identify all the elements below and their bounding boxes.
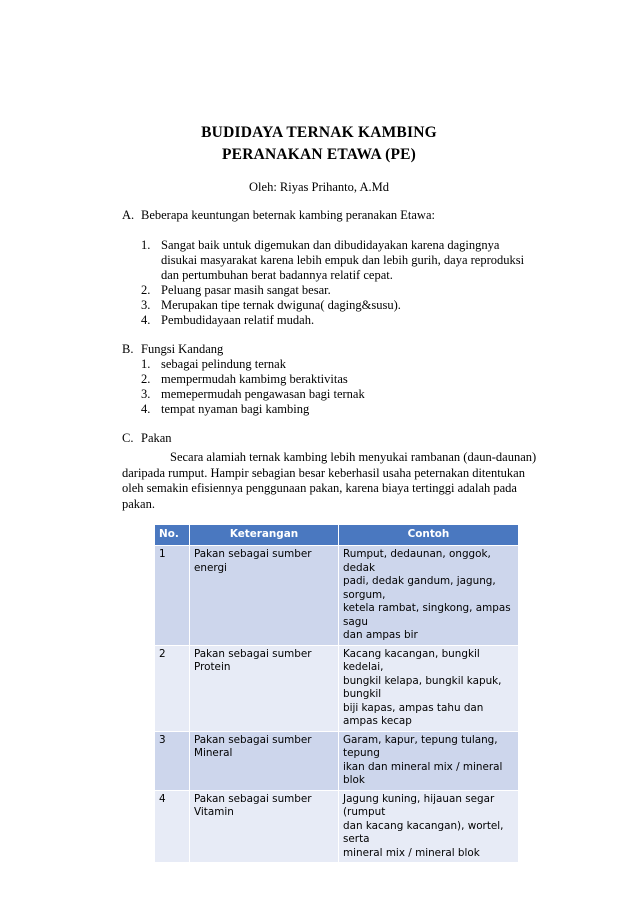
contoh-line: dan ampas bir: [343, 629, 418, 641]
section-a-item-number: 3.: [141, 298, 151, 312]
section-b-item-text: tempat nyaman bagi kambing: [161, 402, 310, 416]
table-cell-keterangan: Pakan sebagai sumber Vitamin: [190, 790, 339, 862]
contoh-line: Jagung kuning, hijauan segar (rumput: [343, 792, 495, 818]
table-cell-contoh: [339, 645, 519, 731]
section-a-label: A.: [122, 208, 135, 222]
table-cell-no: 4: [155, 790, 190, 862]
table-cell-contoh: [339, 546, 519, 646]
table-header-keterangan: Keterangan: [190, 525, 339, 546]
section-b-item-text: mempermudah kambimg beraktivitas: [161, 372, 348, 386]
contoh-line: biji kapas, ampas tahu dan ampas kecap: [343, 701, 484, 727]
section-a-item-number: 4.: [141, 313, 151, 327]
feed-table: [155, 525, 519, 862]
section-a-heading: Beberapa keuntungan beternak kambing peranakan Etawa:: [141, 208, 435, 222]
section-a-item-text: dan pertumbuhan berat badannya relatif cepat.: [161, 268, 393, 282]
table-row: [155, 546, 519, 646]
section-b-heading: Fungsi Kandang: [141, 342, 224, 356]
paragraph-line: pakan.: [122, 496, 155, 511]
section-a-item-number: 1.: [141, 238, 151, 252]
section-a-item-text: Pembudidayaan relatif mudah.: [161, 313, 315, 327]
table-cell-contoh: [339, 790, 519, 862]
document-title-line1: BUDIDAYA TERNAK KAMBING: [201, 124, 437, 141]
section-c-paragraph: [122, 450, 562, 512]
section-a-item-text: Peluang pasar masih sangat besar.: [161, 283, 331, 297]
section-b-item-number: 4.: [141, 402, 151, 416]
section-c-label: C.: [122, 431, 134, 445]
contoh-line: bungkil kelapa, bungkil kapuk, bungkil: [343, 674, 502, 700]
table-header-row: [155, 525, 519, 546]
table-row: [155, 731, 519, 790]
document-author: Oleh: Riyas Prihanto, A.Md: [249, 180, 389, 194]
table-header-contoh: Contoh: [339, 525, 519, 546]
table-cell-contoh: [339, 731, 519, 790]
contoh-line: Kacang kacangan, bungkil kedelai,: [343, 647, 480, 673]
table-row: [155, 645, 519, 731]
contoh-line: ketela rambat, singkong, ampas sagu: [343, 602, 511, 628]
contoh-line: mineral mix / mineral blok: [343, 846, 480, 859]
contoh-line: Rumput, dedaunan, onggok, dedak: [343, 548, 491, 574]
contoh-line: Garam, kapur, tepung tulang, tepung: [343, 733, 498, 759]
table-cell-keterangan: Pakan sebagai sumber Protein: [190, 645, 339, 731]
section-a-item-text: Sangat baik untuk digemukan dan dibudidayakan karena dagingnya: [161, 238, 500, 252]
table-header-no: No.: [155, 525, 190, 546]
table-cell-no: 3: [155, 731, 190, 790]
section-a-item-number: 2.: [141, 283, 151, 297]
table-row: [155, 790, 519, 862]
section-b-item-number: 2.: [141, 372, 151, 386]
contoh-line: padi, dedak gandum, jagung, sorgum,: [343, 575, 496, 601]
section-c-heading: Pakan: [141, 431, 172, 445]
table-cell-keterangan: Pakan sebagai sumber Mineral: [190, 731, 339, 790]
table-cell-keterangan: Pakan sebagai sumber energi: [190, 546, 339, 646]
section-b-item-text: memepermudah pengawasan bagi ternak: [161, 387, 365, 401]
contoh-line: ikan dan mineral mix / mineral blok: [343, 760, 503, 786]
section-a-item-text: disukai masyarakat karena lebih empuk dan lebih gurih, daya reproduksi: [161, 253, 525, 267]
paragraph-line: daripada rumput. Hampir sebagian besar keberhasil usaha peternakan ditentukan: [122, 465, 525, 480]
paragraph-line: oleh semakin efisiennya penggunaan pakan, karena biaya tertinggi adalah pada: [122, 481, 517, 495]
table-cell-no: 1: [155, 546, 190, 646]
contoh-line: dan kacang kacangan), wortel, serta: [343, 819, 504, 845]
document-title-line2: PERANAKAN ETAWA (PE): [221, 146, 417, 163]
paragraph-line: Secara alamiah ternak kambing lebih menyukai rambanan (daun-daunan): [170, 450, 537, 464]
table-cell-no: 2: [155, 645, 190, 731]
section-b-item-text: sebagai pelindung ternak: [161, 357, 286, 371]
section-b-item-number: 3.: [141, 387, 151, 401]
section-b-item-number: 1.: [141, 357, 151, 371]
section-a-item-text: Merupakan tipe ternak dwiguna( daging&susu).: [161, 298, 401, 312]
section-b-label: B.: [122, 342, 134, 356]
